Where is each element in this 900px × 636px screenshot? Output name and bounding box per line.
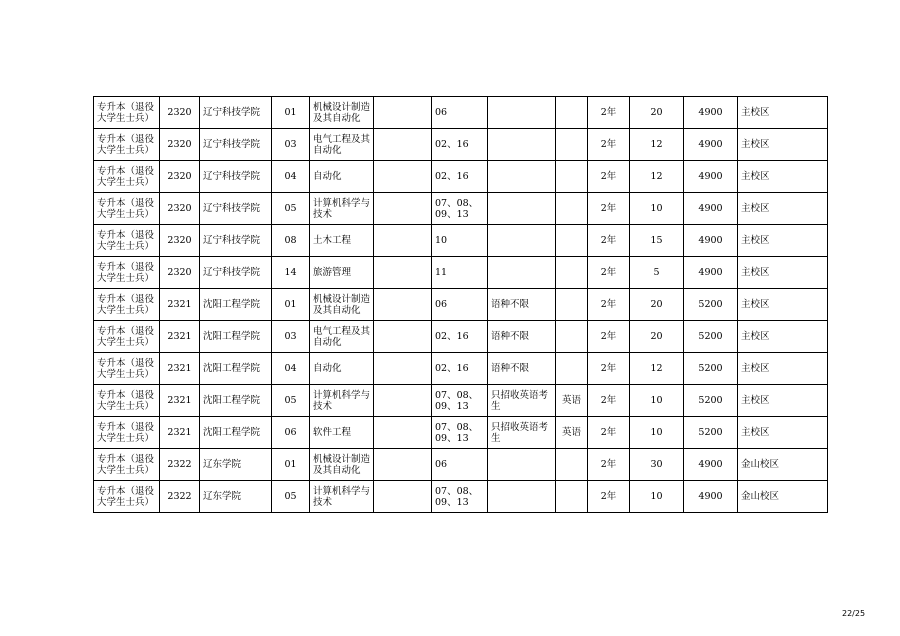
cell-plan-count: 10	[630, 193, 684, 225]
cell-type: 专升本（退役大学生士兵）	[94, 321, 160, 353]
cell-duration: 2年	[588, 97, 630, 129]
cell-note: 语种不限	[488, 353, 556, 385]
cell-campus: 主校区	[738, 225, 828, 257]
cell-blank	[374, 161, 432, 193]
cell-campus: 金山校区	[738, 481, 828, 513]
cell-note: 语种不限	[488, 289, 556, 321]
cell-school-name: 沈阳工程学院	[200, 353, 272, 385]
cell-major-code: 05	[272, 481, 310, 513]
cell-duration: 2年	[588, 385, 630, 417]
cell-blank	[374, 385, 432, 417]
cell-exam-subjects: 02、16	[432, 129, 488, 161]
cell-type: 专升本（退役大学生士兵）	[94, 257, 160, 289]
cell-note	[488, 449, 556, 481]
cell-school-name: 沈阳工程学院	[200, 417, 272, 449]
cell-school-code: 2321	[160, 321, 200, 353]
cell-blank	[374, 97, 432, 129]
cell-note	[488, 129, 556, 161]
cell-major-code: 06	[272, 417, 310, 449]
cell-tuition: 4900	[684, 481, 738, 513]
cell-school-code: 2321	[160, 385, 200, 417]
cell-exam-subjects: 06	[432, 97, 488, 129]
table-row	[94, 385, 828, 417]
cell-blank	[374, 449, 432, 481]
cell-tuition: 5200	[684, 353, 738, 385]
cell-campus: 主校区	[738, 97, 828, 129]
cell-major-name: 机械设计制造及其自动化	[310, 449, 374, 481]
cell-major-name: 软件工程	[310, 417, 374, 449]
cell-tuition: 5200	[684, 417, 738, 449]
cell-exam-subjects: 02、16	[432, 353, 488, 385]
cell-plan-count: 5	[630, 257, 684, 289]
cell-campus: 主校区	[738, 129, 828, 161]
cell-school-code: 2320	[160, 193, 200, 225]
cell-major-name: 土木工程	[310, 225, 374, 257]
cell-school-code: 2321	[160, 417, 200, 449]
table-row	[94, 161, 828, 193]
cell-plan-count: 10	[630, 385, 684, 417]
cell-duration: 2年	[588, 353, 630, 385]
cell-type: 专升本（退役大学生士兵）	[94, 289, 160, 321]
cell-school-name: 沈阳工程学院	[200, 385, 272, 417]
cell-language: 英语	[556, 385, 588, 417]
cell-type: 专升本（退役大学生士兵）	[94, 129, 160, 161]
cell-blank	[374, 321, 432, 353]
cell-note: 只招收英语考生	[488, 417, 556, 449]
table-row	[94, 129, 828, 161]
cell-major-code: 05	[272, 385, 310, 417]
cell-plan-count: 10	[630, 481, 684, 513]
cell-plan-count: 20	[630, 97, 684, 129]
table-body	[94, 97, 828, 513]
cell-type: 专升本（退役大学生士兵）	[94, 161, 160, 193]
cell-plan-count: 10	[630, 417, 684, 449]
cell-major-code: 14	[272, 257, 310, 289]
cell-type: 专升本（退役大学生士兵）	[94, 97, 160, 129]
cell-duration: 2年	[588, 417, 630, 449]
cell-blank	[374, 289, 432, 321]
cell-duration: 2年	[588, 321, 630, 353]
cell-type: 专升本（退役大学生士兵）	[94, 417, 160, 449]
cell-duration: 2年	[588, 161, 630, 193]
cell-tuition: 4900	[684, 193, 738, 225]
cell-duration: 2年	[588, 225, 630, 257]
cell-tuition: 4900	[684, 97, 738, 129]
cell-major-code: 04	[272, 353, 310, 385]
cell-language	[556, 353, 588, 385]
cell-major-code: 08	[272, 225, 310, 257]
table-row	[94, 289, 828, 321]
cell-tuition: 4900	[684, 129, 738, 161]
cell-plan-count: 20	[630, 321, 684, 353]
cell-campus: 主校区	[738, 321, 828, 353]
cell-exam-subjects: 07、08、09、13	[432, 385, 488, 417]
cell-type: 专升本（退役大学生士兵）	[94, 353, 160, 385]
cell-school-name: 辽东学院	[200, 449, 272, 481]
cell-campus: 主校区	[738, 385, 828, 417]
cell-major-name: 计算机科学与技术	[310, 193, 374, 225]
cell-tuition: 4900	[684, 449, 738, 481]
cell-tuition: 5200	[684, 385, 738, 417]
cell-note	[488, 225, 556, 257]
cell-school-code: 2320	[160, 225, 200, 257]
table-row	[94, 321, 828, 353]
cell-plan-count: 12	[630, 129, 684, 161]
cell-major-name: 机械设计制造及其自动化	[310, 289, 374, 321]
cell-plan-count: 20	[630, 289, 684, 321]
cell-tuition: 4900	[684, 225, 738, 257]
cell-campus: 主校区	[738, 257, 828, 289]
table-row	[94, 481, 828, 513]
cell-plan-count: 12	[630, 353, 684, 385]
cell-campus: 主校区	[738, 161, 828, 193]
cell-major-code: 01	[272, 449, 310, 481]
cell-exam-subjects: 06	[432, 289, 488, 321]
cell-major-code: 01	[272, 97, 310, 129]
cell-school-code: 2322	[160, 449, 200, 481]
cell-campus: 主校区	[738, 417, 828, 449]
cell-campus: 金山校区	[738, 449, 828, 481]
cell-blank	[374, 225, 432, 257]
cell-type: 专升本（退役大学生士兵）	[94, 385, 160, 417]
cell-note	[488, 481, 556, 513]
cell-major-name: 自动化	[310, 353, 374, 385]
cell-tuition: 4900	[684, 257, 738, 289]
page-number: 22/25	[842, 609, 866, 618]
cell-plan-count: 30	[630, 449, 684, 481]
cell-blank	[374, 481, 432, 513]
cell-school-name: 辽宁科技学院	[200, 193, 272, 225]
cell-school-name: 辽东学院	[200, 481, 272, 513]
cell-school-name: 沈阳工程学院	[200, 321, 272, 353]
cell-language: 英语	[556, 417, 588, 449]
cell-school-code: 2321	[160, 353, 200, 385]
table-row	[94, 257, 828, 289]
cell-language	[556, 257, 588, 289]
cell-major-code: 01	[272, 289, 310, 321]
cell-note	[488, 193, 556, 225]
cell-language	[556, 225, 588, 257]
cell-note: 语种不限	[488, 321, 556, 353]
cell-school-code: 2320	[160, 97, 200, 129]
cell-duration: 2年	[588, 289, 630, 321]
cell-tuition: 5200	[684, 321, 738, 353]
enrollment-table	[93, 96, 828, 513]
cell-blank	[374, 417, 432, 449]
cell-plan-count: 12	[630, 161, 684, 193]
cell-major-name: 自动化	[310, 161, 374, 193]
cell-exam-subjects: 07、08、09、13	[432, 417, 488, 449]
cell-exam-subjects: 07、08、09、13	[432, 481, 488, 513]
cell-plan-count: 15	[630, 225, 684, 257]
cell-note	[488, 97, 556, 129]
cell-exam-subjects: 06	[432, 449, 488, 481]
table-row	[94, 97, 828, 129]
cell-blank	[374, 129, 432, 161]
cell-major-code: 05	[272, 193, 310, 225]
cell-language	[556, 161, 588, 193]
cell-school-code: 2320	[160, 257, 200, 289]
cell-note	[488, 161, 556, 193]
cell-major-name: 计算机科学与技术	[310, 481, 374, 513]
cell-exam-subjects: 11	[432, 257, 488, 289]
cell-language	[556, 129, 588, 161]
cell-major-name: 电气工程及其自动化	[310, 321, 374, 353]
cell-school-name: 辽宁科技学院	[200, 257, 272, 289]
cell-major-name: 旅游管理	[310, 257, 374, 289]
table-row	[94, 449, 828, 481]
cell-language	[556, 321, 588, 353]
cell-blank	[374, 193, 432, 225]
cell-major-name: 机械设计制造及其自动化	[310, 97, 374, 129]
cell-campus: 主校区	[738, 193, 828, 225]
cell-note: 只招收英语考生	[488, 385, 556, 417]
cell-exam-subjects: 07、08、09、13	[432, 193, 488, 225]
cell-duration: 2年	[588, 449, 630, 481]
cell-type: 专升本（退役大学生士兵）	[94, 481, 160, 513]
cell-language	[556, 193, 588, 225]
cell-school-name: 辽宁科技学院	[200, 161, 272, 193]
cell-campus: 主校区	[738, 289, 828, 321]
cell-school-code: 2320	[160, 161, 200, 193]
table-row	[94, 225, 828, 257]
cell-major-code: 04	[272, 161, 310, 193]
cell-duration: 2年	[588, 193, 630, 225]
cell-blank	[374, 353, 432, 385]
cell-school-code: 2322	[160, 481, 200, 513]
cell-language	[556, 97, 588, 129]
cell-note	[488, 257, 556, 289]
cell-tuition: 5200	[684, 289, 738, 321]
cell-duration: 2年	[588, 129, 630, 161]
table-row	[94, 353, 828, 385]
cell-language	[556, 289, 588, 321]
cell-type: 专升本（退役大学生士兵）	[94, 225, 160, 257]
cell-major-name: 计算机科学与技术	[310, 385, 374, 417]
table-row	[94, 417, 828, 449]
cell-school-name: 辽宁科技学院	[200, 97, 272, 129]
cell-school-name: 辽宁科技学院	[200, 129, 272, 161]
cell-tuition: 4900	[684, 161, 738, 193]
cell-blank	[374, 257, 432, 289]
cell-language	[556, 481, 588, 513]
cell-school-name: 辽宁科技学院	[200, 225, 272, 257]
cell-school-name: 沈阳工程学院	[200, 289, 272, 321]
cell-exam-subjects: 10	[432, 225, 488, 257]
cell-major-code: 03	[272, 129, 310, 161]
cell-exam-subjects: 02、16	[432, 161, 488, 193]
cell-major-code: 03	[272, 321, 310, 353]
cell-duration: 2年	[588, 481, 630, 513]
cell-exam-subjects: 02、16	[432, 321, 488, 353]
cell-duration: 2年	[588, 257, 630, 289]
cell-type: 专升本（退役大学生士兵）	[94, 193, 160, 225]
table-row	[94, 193, 828, 225]
cell-campus: 主校区	[738, 353, 828, 385]
cell-language	[556, 449, 588, 481]
cell-type: 专升本（退役大学生士兵）	[94, 449, 160, 481]
cell-school-code: 2320	[160, 129, 200, 161]
cell-school-code: 2321	[160, 289, 200, 321]
cell-major-name: 电气工程及其自动化	[310, 129, 374, 161]
